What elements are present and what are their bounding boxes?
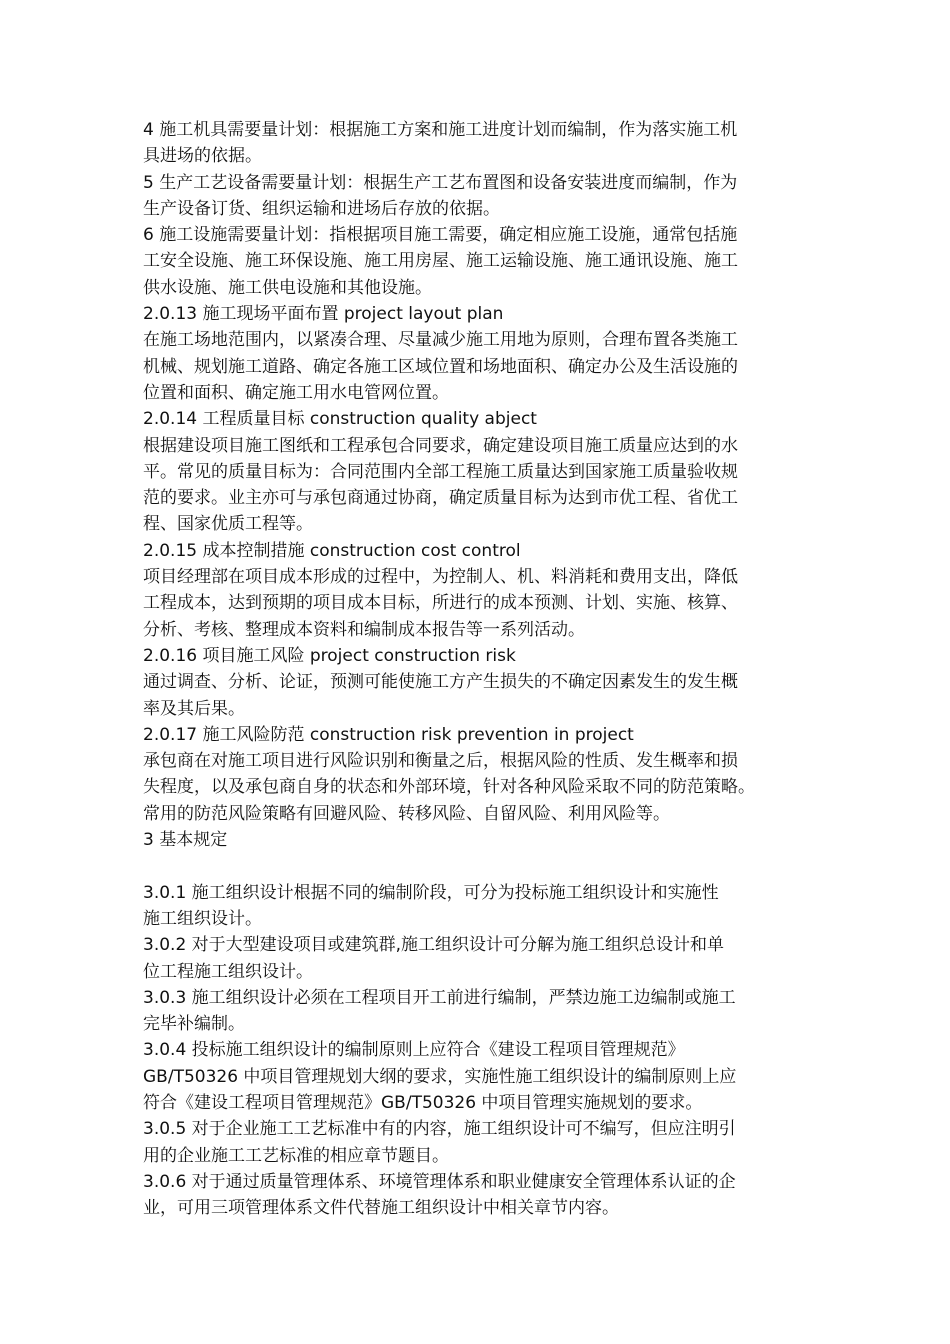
text-line: 5 生产工艺设备需要量计划：根据生产工艺布置图和设备安装进度而编制，作为	[143, 172, 738, 193]
clause-line: 3.0.3 施工组织设计必须在工程项目开工前进行编制，严禁边施工边编制或施工	[143, 987, 736, 1008]
section-heading: 2.0.16 项目施工风险 project construction risk	[143, 645, 516, 666]
section-heading: 2.0.14 工程质量目标 construction quality abject	[143, 409, 537, 430]
text-line: 机械、规划施工道路、确定各施工区域位置和场地面积、确定办公及生活设施的	[143, 356, 738, 377]
text-line: 根据建设项目施工图纸和工程承包合同要求，确定建设项目施工质量应达到的水	[143, 435, 738, 456]
clause-line: 3.0.1 施工组织设计根据不同的编制阶段，可分为投标施工组织设计和实施性	[143, 882, 719, 903]
text-line: 位置和面积、确定施工用水电管网位置。	[143, 382, 449, 403]
text-line: 承包商在对施工项目进行风险识别和衡量之后，根据风险的性质、发生概率和损	[143, 751, 738, 772]
text-line: 6 施工设施需要量计划：指根据项目施工需要，确定相应施工设施，通常包括施	[143, 225, 738, 246]
text-line: 工安全设施、施工环保设施、施工用房屋、施工运输设施、施工通讯设施、施工	[143, 251, 738, 272]
text-line: 工程成本，达到预期的项目成本目标，所进行的成本预测、计划、实施、核算、	[143, 593, 738, 614]
clause-line: 3.0.6 对于通过质量管理体系、环境管理体系和职业健康安全管理体系认证的企	[143, 1171, 736, 1192]
clause-line: 3.0.2 对于大型建设项目或建筑群,施工组织设计可分解为施工组织总设计和单	[143, 935, 725, 956]
section-heading: 2.0.17 施工风险防范 construction risk prevention in project	[143, 724, 634, 745]
text-line: 平。常见的质量目标为：合同范围内全部工程施工质量达到国家施工质量验收规	[143, 461, 738, 482]
text-line: 分析、考核、整理成本资料和编制成本报告等一系列活动。	[143, 619, 585, 640]
clause-line: 3.0.5 对于企业施工工艺标准中有的内容，施工组织设计可不编写，但应注明引	[143, 1119, 736, 1140]
text-line: 具进场的依据。	[143, 146, 262, 167]
text-line: 位工程施工组织设计。	[143, 961, 313, 982]
text-line: 业，可用三项管理体系文件代替施工组织设计中相关章节内容。	[143, 1198, 619, 1219]
text-line: 生产设备订货、组织运输和进场后存放的依据。	[143, 198, 500, 219]
clause-line: 3.0.4 投标施工组织设计的编制原则上应符合《建设工程项目管理规范》	[143, 1040, 685, 1061]
text-line: 供水设施、施工供电设施和其他设施。	[143, 277, 432, 298]
section-heading: 2.0.13 施工现场平面布置 project layout plan	[143, 304, 504, 325]
text-line: 失程度，以及承包商自身的状态和外部环境，针对各种风险采取不同的防范策略。	[143, 777, 755, 798]
document-page	[143, 117, 813, 1221]
text-line: 项目经理部在项目成本形成的过程中，为控制人、机、料消耗和费用支出，降低	[143, 567, 738, 588]
text-line: 通过调查、分析、论证，预测可能使施工方产生损失的不确定因素发生的发生概	[143, 672, 738, 693]
chapter-heading: 3 基本规定	[143, 830, 228, 851]
text-line: GB/T50326 中项目管理规划大纲的要求，实施性施工组织设计的编制原则上应	[143, 1066, 737, 1087]
text-line: 常用的防范风险策略有回避风险、转移风险、自留风险、利用风险等。	[143, 803, 670, 824]
text-line: 率及其后果。	[143, 698, 245, 719]
blank-line	[143, 853, 813, 879]
text-line: 在施工场地范围内，以紧凑合理、尽量减少施工用地为原则，合理布置各类施工	[143, 330, 738, 351]
text-line: 完毕补编制。	[143, 1014, 245, 1035]
text-line: 程、国家优质工程等。	[143, 514, 313, 535]
section-heading: 2.0.15 成本控制措施 construction cost control	[143, 540, 521, 561]
text-line: 用的企业施工工艺标准的相应章节题目。	[143, 1145, 449, 1166]
text-line: 施工组织设计。	[143, 908, 262, 929]
text-line: 4 施工机具需要量计划：根据施工方案和施工进度计划而编制，作为落实施工机	[143, 120, 738, 140]
text-line: 范的要求。业主亦可与承包商通过协商，确定质量目标为达到市优工程、省优工	[143, 488, 738, 509]
text-line: 符合《建设工程项目管理规范》GB/T50326 中项目管理实施规划的要求。	[143, 1092, 703, 1113]
